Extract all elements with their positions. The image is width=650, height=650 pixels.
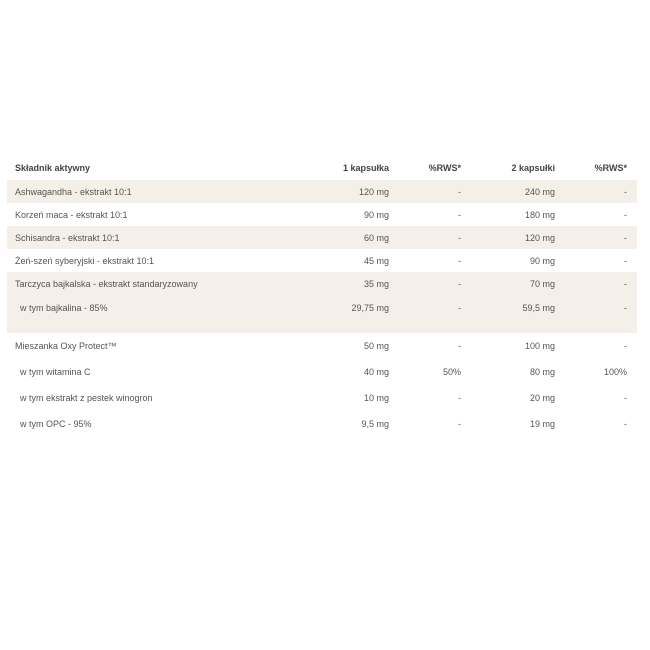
rws-1-capsule: - xyxy=(458,186,461,197)
table-row xyxy=(7,249,637,272)
amount-2-capsules: 240 mg xyxy=(524,186,555,197)
rws-1-capsule: - xyxy=(458,393,461,403)
ingredient-name: Tarczyca bajkalska - ekstrakt standaryzowany xyxy=(15,278,198,289)
rws-1-capsule: - xyxy=(458,209,461,220)
amount-1-capsule: 45 mg xyxy=(363,255,389,266)
amount-1-capsule: 29,75 mg xyxy=(351,303,389,313)
rws-1-capsule: - xyxy=(458,303,461,313)
amount-1-capsule: 120 mg xyxy=(358,186,389,197)
rws-2-capsules: - xyxy=(624,393,627,403)
row-group-baikal-skullcap xyxy=(7,272,637,333)
table-header xyxy=(7,156,637,180)
ingredient-name: w tym bajkalina - 85% xyxy=(20,303,108,313)
amount-2-capsules: 19 mg xyxy=(529,419,555,429)
amount-1-capsule: 50 mg xyxy=(363,341,389,351)
row-spacer xyxy=(7,321,637,333)
table-row xyxy=(7,411,637,437)
ingredient-name: w tym OPC - 95% xyxy=(20,419,92,429)
table-row xyxy=(7,385,637,411)
amount-1-capsule: 10 mg xyxy=(363,393,389,403)
table-row xyxy=(7,359,637,385)
header-2-capsules: 2 kapsułki xyxy=(511,163,555,173)
ingredient-name: Korzeń maca - ekstrakt 10:1 xyxy=(15,209,128,220)
amount-2-capsules: 59,5 mg xyxy=(522,303,555,313)
rws-1-capsule: - xyxy=(458,232,461,243)
rws-1-capsule: - xyxy=(458,278,461,289)
amount-2-capsules: 90 mg xyxy=(529,255,555,266)
header-1-capsule: 1 kapsułka xyxy=(342,163,389,173)
table-row xyxy=(7,226,637,249)
rws-2-capsules: - xyxy=(624,186,627,197)
amount-1-capsule: 60 mg xyxy=(363,232,389,243)
amount-2-capsules: 20 mg xyxy=(529,393,555,403)
table-row xyxy=(7,333,637,359)
rws-1-capsule: - xyxy=(458,419,461,429)
amount-2-capsules: 70 mg xyxy=(529,278,555,289)
amount-2-capsules: 80 mg xyxy=(529,367,555,377)
rws-2-capsules: - xyxy=(624,278,627,289)
table-row xyxy=(7,272,637,295)
header-rws-2: %RWS* xyxy=(594,163,627,173)
rws-2-capsules: - xyxy=(624,232,627,243)
table-row xyxy=(7,203,637,226)
rws-2-capsules: - xyxy=(624,255,627,266)
rws-1-capsule: - xyxy=(458,341,461,351)
amount-1-capsule: 40 mg xyxy=(363,367,389,377)
rws-2-capsules: - xyxy=(624,419,627,429)
rws-2-capsules: - xyxy=(624,341,627,351)
rws-1-capsule: - xyxy=(458,255,461,266)
table-row-group xyxy=(7,272,637,333)
rws-2-capsules: - xyxy=(624,303,627,313)
ingredient-name: Schisandra - ekstrakt 10:1 xyxy=(15,232,120,243)
ingredient-name: w tym ekstrakt z pestek winogron xyxy=(20,393,153,403)
amount-1-capsule: 9,5 mg xyxy=(361,419,389,429)
amount-2-capsules: 180 mg xyxy=(524,209,555,220)
amount-2-capsules: 100 mg xyxy=(524,341,555,351)
table-row xyxy=(7,295,637,321)
amount-1-capsule: 90 mg xyxy=(363,209,389,220)
ingredient-name: Żeń-szeń syberyjski - ekstrakt 10:1 xyxy=(15,255,155,266)
table-row xyxy=(7,180,637,203)
ingredients-table xyxy=(7,156,637,437)
rws-2-capsules: 100% xyxy=(603,367,627,377)
amount-2-capsules: 120 mg xyxy=(524,232,555,243)
header-rws-1: %RWS* xyxy=(428,163,461,173)
amount-1-capsule: 35 mg xyxy=(363,278,389,289)
header-ingredient: Składnik aktywny xyxy=(15,163,91,173)
ingredient-name: Mieszanka Oxy Protect™ xyxy=(15,341,117,351)
rws-1-capsule: 50% xyxy=(442,367,461,377)
ingredient-name: w tym witamina C xyxy=(20,367,91,377)
rws-2-capsules: - xyxy=(624,209,627,220)
ingredient-name: Ashwagandha - ekstrakt 10:1 xyxy=(15,186,132,197)
